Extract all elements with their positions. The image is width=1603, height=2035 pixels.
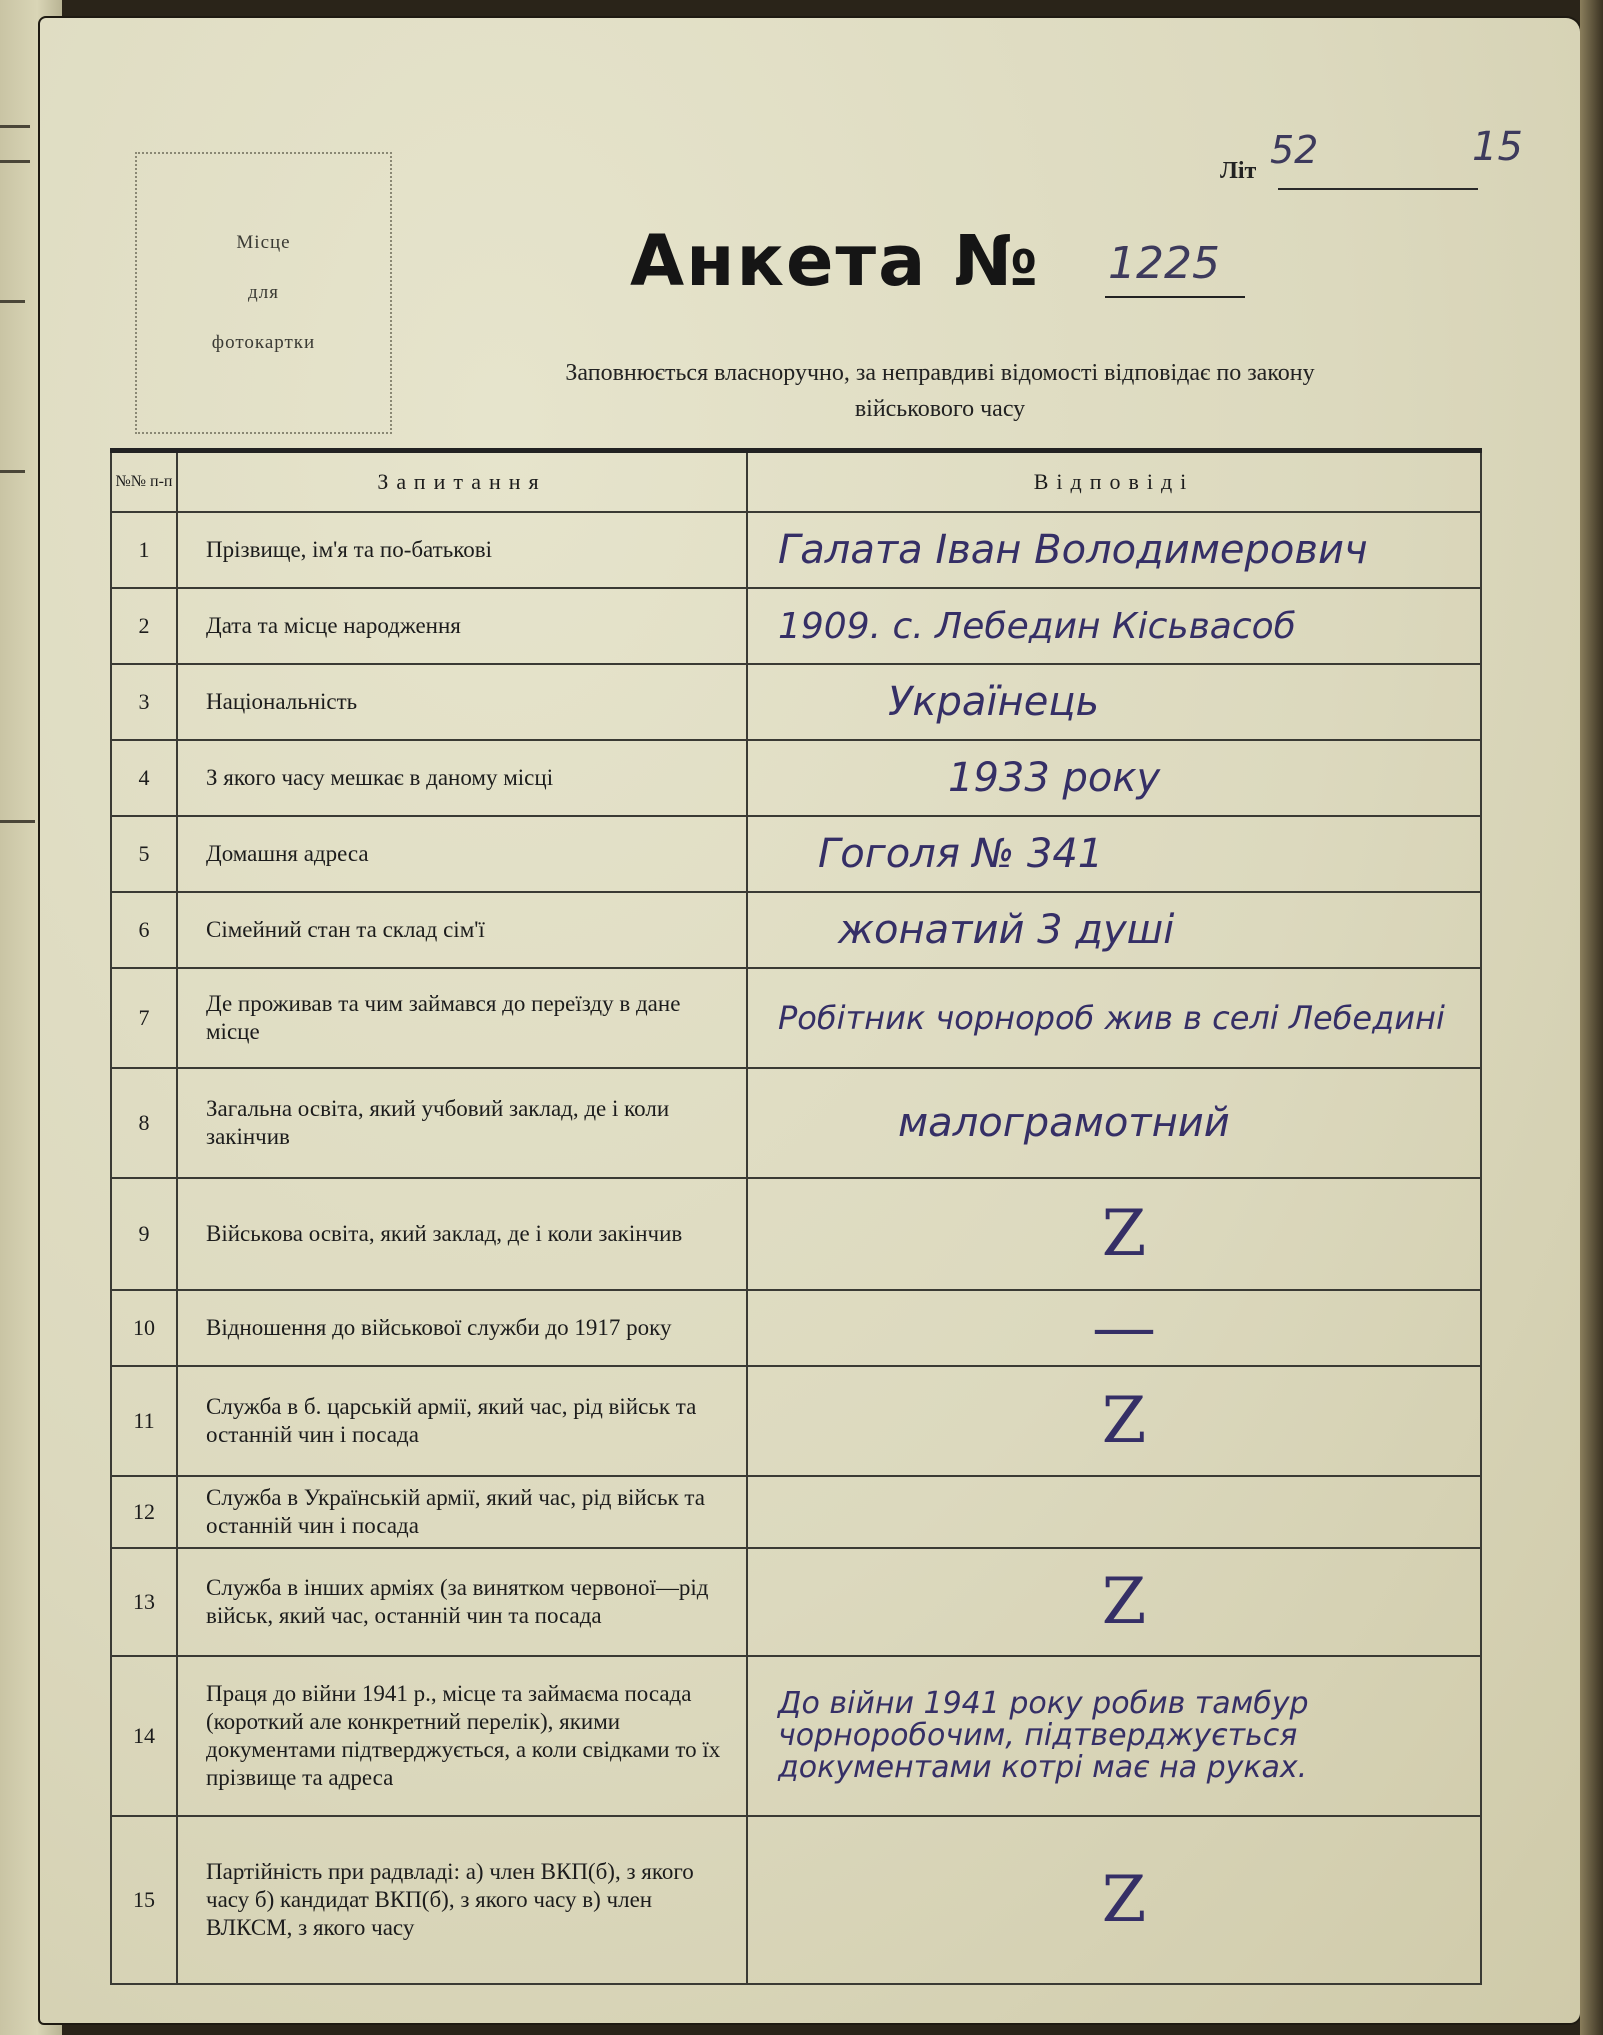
row-answer: Робітник чорнороб жив в селі Лебедині — [747, 968, 1481, 1068]
row-answer — [747, 1476, 1481, 1548]
table-row — [111, 740, 1481, 816]
col-answer-header: Відповіді — [747, 451, 1481, 513]
row-question: Дата та місце народження — [177, 588, 747, 664]
table-row — [111, 968, 1481, 1068]
photo-placeholder — [135, 152, 392, 434]
lit-label: Літ — [1220, 158, 1257, 184]
dash-mark: — — [1092, 1291, 1156, 1365]
page-line — [0, 300, 25, 303]
table-row — [111, 816, 1481, 892]
lit-value: 52 — [1270, 128, 1319, 172]
row-question: З якого часу мешкає в даному місці — [177, 740, 747, 816]
subtitle-line-2: військового часу — [854, 396, 1026, 422]
row-answer: 1933 року — [747, 740, 1481, 816]
row-number: 12 — [111, 1476, 177, 1548]
row-question: Домашня адреса — [177, 816, 747, 892]
row-answer — [747, 1178, 1481, 1290]
row-question: Де проживав та чим займався до переїзду в дане місце — [177, 968, 747, 1068]
subtitle-line-1: Заповнюється власноручно, за неправдиві відомості відповідає по закону — [565, 360, 1315, 386]
table-row — [111, 1656, 1481, 1816]
row-question: Партійність при радвладі: а) член ВКП(б), з якого часу б) кандидат ВКП(б), з якого часу в) член ВЛКСМ, з якого часу — [177, 1816, 747, 1984]
form-number: 1225 — [1108, 238, 1220, 289]
row-number: 4 — [111, 740, 177, 816]
table-row — [111, 1816, 1481, 1984]
row-question: Праця до війни 1941 р., місце та займаєма посада (короткий але конкретний перелік), якими документами підтверджується, а коли свідками то їх прізвище та адреса — [177, 1656, 747, 1816]
table-row — [111, 1476, 1481, 1548]
table-row — [111, 1366, 1481, 1476]
row-answer — [747, 1548, 1481, 1656]
photo-label-2: для — [248, 282, 279, 303]
row-answer: Галата Іван Володимерович — [747, 512, 1481, 588]
row-number: 3 — [111, 664, 177, 740]
dash-mark: Z — [1101, 1384, 1147, 1458]
dash-mark: Z — [1101, 1197, 1147, 1271]
row-number: 14 — [111, 1656, 177, 1816]
table-row — [111, 1290, 1481, 1366]
page-line — [0, 125, 30, 128]
row-question: Національність — [177, 664, 747, 740]
book-edge — [1580, 0, 1603, 2035]
lit-underline — [1278, 188, 1478, 190]
row-number: 7 — [111, 968, 177, 1068]
row-question: Військова освіта, який заклад, де і коли закінчив — [177, 1178, 747, 1290]
table-row — [111, 1178, 1481, 1290]
form-subtitle — [410, 355, 1470, 427]
table-row — [111, 1548, 1481, 1656]
page-number: 15 — [1472, 124, 1523, 170]
form-number-underline — [1105, 296, 1245, 298]
row-answer: жонатий 3 душі — [747, 892, 1481, 968]
row-answer — [747, 1816, 1481, 1984]
row-number: 10 — [111, 1290, 177, 1366]
table-row — [111, 588, 1481, 664]
table-row — [111, 1068, 1481, 1178]
dash-mark: Z — [1101, 1863, 1147, 1937]
dash-mark: Z — [1101, 1565, 1147, 1639]
row-question: Прізвище, ім'я та по-батькові — [177, 512, 747, 588]
questionnaire-table — [110, 448, 1482, 1985]
row-number: 6 — [111, 892, 177, 968]
row-answer: малограмотний — [747, 1068, 1481, 1178]
row-question: Сімейний стан та склад сім'ї — [177, 892, 747, 968]
table-header-row — [111, 451, 1481, 513]
row-answer: Гоголя № 341 — [747, 816, 1481, 892]
col-question-header: Запитання — [177, 451, 747, 513]
col-number-header: №№ п-п — [111, 451, 177, 513]
row-question: Служба в б. царській армії, який час, рід військ та останній чин і посада — [177, 1366, 747, 1476]
page-line — [0, 820, 35, 823]
row-number: 15 — [111, 1816, 177, 1984]
row-number: 11 — [111, 1366, 177, 1476]
photo-label-1: Місце — [236, 232, 291, 253]
row-number: 9 — [111, 1178, 177, 1290]
row-answer — [747, 1366, 1481, 1476]
row-answer: До війни 1941 року робив тамбур чорноробочим, підтверджується документами котрі має на руках. — [747, 1656, 1481, 1816]
row-answer: Українець — [747, 664, 1481, 740]
row-answer — [747, 1290, 1481, 1366]
row-number: 1 — [111, 512, 177, 588]
table-row — [111, 664, 1481, 740]
row-question: Служба в Українській армії, який час, рід військ та останній чин і посада — [177, 1476, 747, 1548]
row-question: Відношення до військової служби до 1917 року — [177, 1290, 747, 1366]
row-number: 2 — [111, 588, 177, 664]
table-row — [111, 512, 1481, 588]
table-row — [111, 892, 1481, 968]
form-title: Анкета № — [630, 220, 1040, 302]
photo-label-3: фотокартки — [211, 332, 316, 353]
row-number: 13 — [111, 1548, 177, 1656]
row-answer: 1909. с. Лебедин Кісьвасоб — [747, 588, 1481, 664]
row-question: Служба в інших арміях (за винятком червоної—рід військ, який час, останній чин та посада — [177, 1548, 747, 1656]
row-question: Загальна освіта, який учбовий заклад, де і коли закінчив — [177, 1068, 747, 1178]
page-line — [0, 470, 25, 473]
row-number: 5 — [111, 816, 177, 892]
row-number: 8 — [111, 1068, 177, 1178]
page-line — [0, 160, 30, 163]
